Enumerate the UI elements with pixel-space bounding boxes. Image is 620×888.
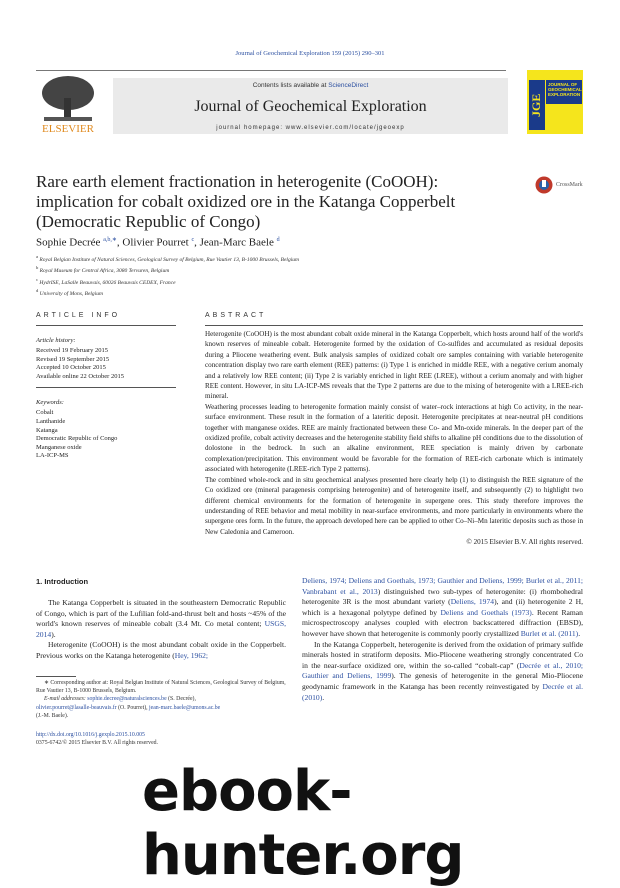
journal-banner	[113, 78, 508, 134]
text: Heterogenite (CoOOH) is the most abundant cobalt oxide in the Copperbelt. Previous works on the Katanga heterogenite (	[36, 640, 286, 660]
affiliation-sup: b	[36, 265, 39, 271]
cover-title: JOURNAL OF GEOCHEMICAL EXPLORATION	[546, 80, 582, 104]
affiliation-sup: a	[36, 254, 39, 259]
abstract-paragraph: The combined whole-rock and in situ geochemical analyses presented here clearly help (1) to distinguish the REE signature of the Co oxidized ore (mineral paragenesis comprising heterogenite) and of heterogenite itself, and subsequently (2) to highlight two different chemical environments for the formation of heterogenite in supergene ores. This study therefore improves the understanding of REE behavior and metal mobility in near-surface environments, and more particularly in environments where the supergene ores form. In the future, the approach developed here can be applied to other Co–Ni–Mn lateritic deposits such as those in New Caledonia and Cameroon.	[205, 475, 583, 536]
citation-link[interactable]: Deliens, 1974	[450, 597, 495, 607]
intro-left-column	[36, 598, 286, 662]
history-item: Available online 22 October 2015	[36, 372, 124, 380]
citation-link[interactable]: USGS, 2014	[36, 619, 286, 639]
email-link[interactable]: sophie.decree@naturalsciences.be	[87, 696, 167, 703]
journal-title: Journal of Geochemical Exploration	[194, 98, 427, 115]
section-heading: 1. Introduction	[36, 577, 89, 586]
text: The Katanga Copperbelt is situated in the southeastern Democratic Republic of Congo, which is part of the Lufilian fold-and-thrust belt and hosts ~45% of the world's known reserves of mineable cobalt (3.4 Mt. Co metal content;	[36, 598, 286, 629]
citation-link[interactable]: Decrée et al. (2010)	[302, 681, 583, 702]
keyword: Cobalt	[36, 409, 54, 417]
header-rule	[36, 70, 506, 71]
author-list: Sophie Decrée $^{a,b,∗}$, Olivier Pourret $^c$, Jean-Marc Baele $^d$	[36, 236, 280, 249]
footnote-emails	[36, 695, 286, 720]
keyword: Lanthanide	[36, 417, 66, 425]
abstract-heading: ABSTRACT	[205, 312, 267, 319]
journal-cover[interactable]	[527, 70, 583, 134]
author-name[interactable]: Sophie Decrée	[36, 236, 101, 249]
keyword: LA-ICP-MS	[36, 452, 69, 460]
crossmark-label: CrossMark	[556, 182, 583, 188]
author-sup[interactable]: c	[191, 237, 195, 243]
affiliations	[36, 253, 299, 298]
affiliation-text: Royal Museum for Central Africa, 3080 Tervuren, Belgium	[39, 268, 170, 275]
text: .	[578, 628, 581, 638]
elsevier-logo	[36, 73, 100, 135]
history-item: Accepted 10 October 2015	[36, 364, 106, 372]
history-label: Article history:	[36, 337, 76, 344]
email-link[interactable]: jean-marc.baele@umons.ac.be	[149, 704, 221, 711]
watermark: ebook-hunter.org	[142, 759, 464, 888]
cover-logo: JGE	[529, 80, 545, 130]
text: .	[322, 692, 325, 702]
text: . Recent Raman microspectroscopy analyses coupled with electron backscattered diffraction (EBSD), however have shown that heterogenite is commonly poorly crystallized	[302, 607, 583, 638]
affiliation-text: HydrISE, LaSalle Beauvais, 60026 Beauvais CEDEX, France	[39, 279, 176, 286]
keyword: Katanga	[36, 426, 58, 434]
citation-link[interactable]: Deliens and Goethals (1973)	[440, 607, 532, 617]
issn-copyright: 0375-6742/© 2015 Elsevier B.V. All rights reserved.	[36, 740, 158, 747]
affiliation	[36, 287, 299, 298]
paragraph	[36, 640, 286, 661]
text: ).	[51, 629, 56, 639]
affiliation-sup: d	[36, 287, 39, 293]
affiliation	[36, 253, 299, 264]
text: Corresponding author at: Royal Belgian Institute of Natural Sciences, Geological Survey of Belgium, Rue Vautier 13, B-1000 Brussels, Belgium.	[36, 680, 286, 695]
elsevier-wordmark: ELSEVIER	[42, 123, 94, 135]
text: ) distinguished two sub-types of heterogenite: (i) rhombohedral heterogenite 3R is the most abundant variety (	[302, 586, 583, 607]
crossmark-icon	[535, 176, 553, 194]
crossmark-button[interactable]	[535, 176, 583, 194]
contents-text: Contents lists available at	[252, 82, 329, 89]
keywords-label: Keywords:	[36, 399, 64, 407]
text: E-mail addresses:	[44, 696, 88, 703]
email-link[interactable]: olivier.pourret@lasalle-beauvais.fr	[36, 704, 117, 711]
affiliation-text: University of Mons, Belgium	[39, 290, 103, 297]
history-item: Revised 19 September 2015	[36, 355, 110, 363]
abstract-paragraph: Weathering processes leading to heterogenite formation mainly consist of water–rock interactions at high Co activity, in the near-surface environment. These result in the formation of a lateritic deposit. Heterogenite precipitates at near-neutral pH conditions together with manganese oxides. REE are mainly fractionated between these Co- and Mn-oxide minerals. In the deeper part of the oxidized profile, cobalt activity decreases and the heterogenite stability field shifts to alkaline pH conditions due to the dissolution of dolostone in the bedrock. In such an alkaline environment, REE speciation is mainly driven by carbonate complexation/precipitation. This environment would be favorable for the formation of REE-rich carbonate which is intimately associated with heterogenite (LREE-rich Type 2 patterns).	[205, 402, 583, 474]
sciencedirect-link[interactable]: ScienceDirect	[328, 82, 369, 89]
footnote-rule	[36, 676, 76, 677]
text: ∗	[44, 680, 49, 686]
affiliation	[36, 276, 299, 287]
citation-link[interactable]: Decrée et al., 2010; Gauthier and Deliens, 1999	[302, 660, 583, 681]
citation-link[interactable]: Deliens, 1974; Deliens and Goethals, 1973; Gauthier and Deliens, 1999; Burlet et al., 2011; Vanbrabant et al., 2013	[302, 576, 583, 596]
author-sup[interactable]: a,b,∗	[103, 237, 117, 243]
affiliation-sup: c	[36, 276, 39, 282]
keyword: Manganese oxide	[36, 443, 82, 451]
journal-homepage[interactable]: journal homepage: www.elsevier.com/locate/jgeoexp	[216, 125, 405, 131]
text: (J.-M. Baele).	[36, 712, 69, 719]
doi-link[interactable]: http://dx.doi.org/10.1016/j.gexplo.2015.10.005	[36, 732, 145, 738]
text: In the Katanga Copperbelt, heterogenite is derived from the oxidation of primary sulfide minerals hosted in stratiform deposits. Mio-Pliocene weathering strongly concentrated Co in the near-surface oxidized ore, within the so-called “cobalt-cap” (	[302, 639, 583, 670]
affiliation-text: Royal Belgian Institute of Natural Sciences, Geological Survey of Belgium, Rue Vautier 13, B-1000 Brussels, Belgium	[39, 256, 299, 263]
footnote	[36, 679, 286, 720]
author-name[interactable]: Olivier Pourret	[122, 236, 189, 249]
citation-link[interactable]: Burlet et al. (2011)	[520, 628, 579, 638]
divider	[36, 387, 176, 388]
doi-block	[36, 731, 158, 748]
footnote-corresponding	[36, 679, 286, 695]
paragraph	[302, 640, 583, 704]
text: ), and (ii) heterogenite 2 H, which is a hexagonal polytype defined by	[302, 597, 583, 617]
text: ). The genesis of heterogenite in the general Mio-Pliocene geodynamic framework in the Katanga has been recently reinvestigated by	[302, 671, 583, 691]
article-title: Rare earth element fractionation in heterogenite (CoOOH): implication for cobalt oxidized ore in the Katanga Copperbelt (Democratic Republic of Congo)	[36, 172, 456, 231]
history-item: Received 19 February 2015	[36, 347, 109, 354]
abstract	[205, 312, 583, 548]
article-info	[36, 312, 176, 461]
author-name[interactable]: Jean-Marc Baele	[199, 236, 274, 249]
text: (S. Decrée),	[166, 696, 196, 703]
text: (O. Pourret),	[116, 704, 150, 711]
article-info-heading: ARTICLE INFO	[36, 312, 121, 319]
divider	[205, 325, 583, 326]
divider	[36, 325, 176, 326]
author-sup[interactable]: d	[276, 237, 280, 243]
affiliation	[36, 264, 299, 275]
abstract-paragraph: Heterogenite (CoOOH) is the most abundant cobalt oxide mineral in the Katanga Copperbelt, which hosts around half of the world's known reserves of mineable cobalt. Heterogenite formed by the oxidation of Co-sulfides and accumulated as residual deposits during a Pliocene weathering event. Bulk analysis samples of oxidized cobalt ore samples containing with variable heterogenite concentration display two rare earth element (REE) patterns: (i) Type 1 is enriched in middle REE, with a negative cerium anomaly and a relatively low REE content; (ii) Type 2 is variably enriched in light REE (LREE), without a cerium anomaly and with higher REE content. However, in situ LA-ICP-MS reveals that the Type 2 patterns are due to the mixing of heterogenite with a LREE-rich mineral.	[205, 330, 583, 401]
abstract-copyright: © 2015 Elsevier B.V. All rights reserved.	[466, 538, 583, 547]
intro-right-column	[302, 576, 583, 703]
contents-line	[113, 82, 508, 89]
citation-link[interactable]: Hey, 1962;	[174, 650, 209, 660]
journal-reference[interactable]: Journal of Geochemical Exploration 159 (2015) 290–301	[235, 50, 385, 57]
keyword: Democratic Republic of Congo	[36, 435, 118, 443]
paragraph	[36, 598, 286, 640]
paragraph-continued	[302, 576, 583, 640]
